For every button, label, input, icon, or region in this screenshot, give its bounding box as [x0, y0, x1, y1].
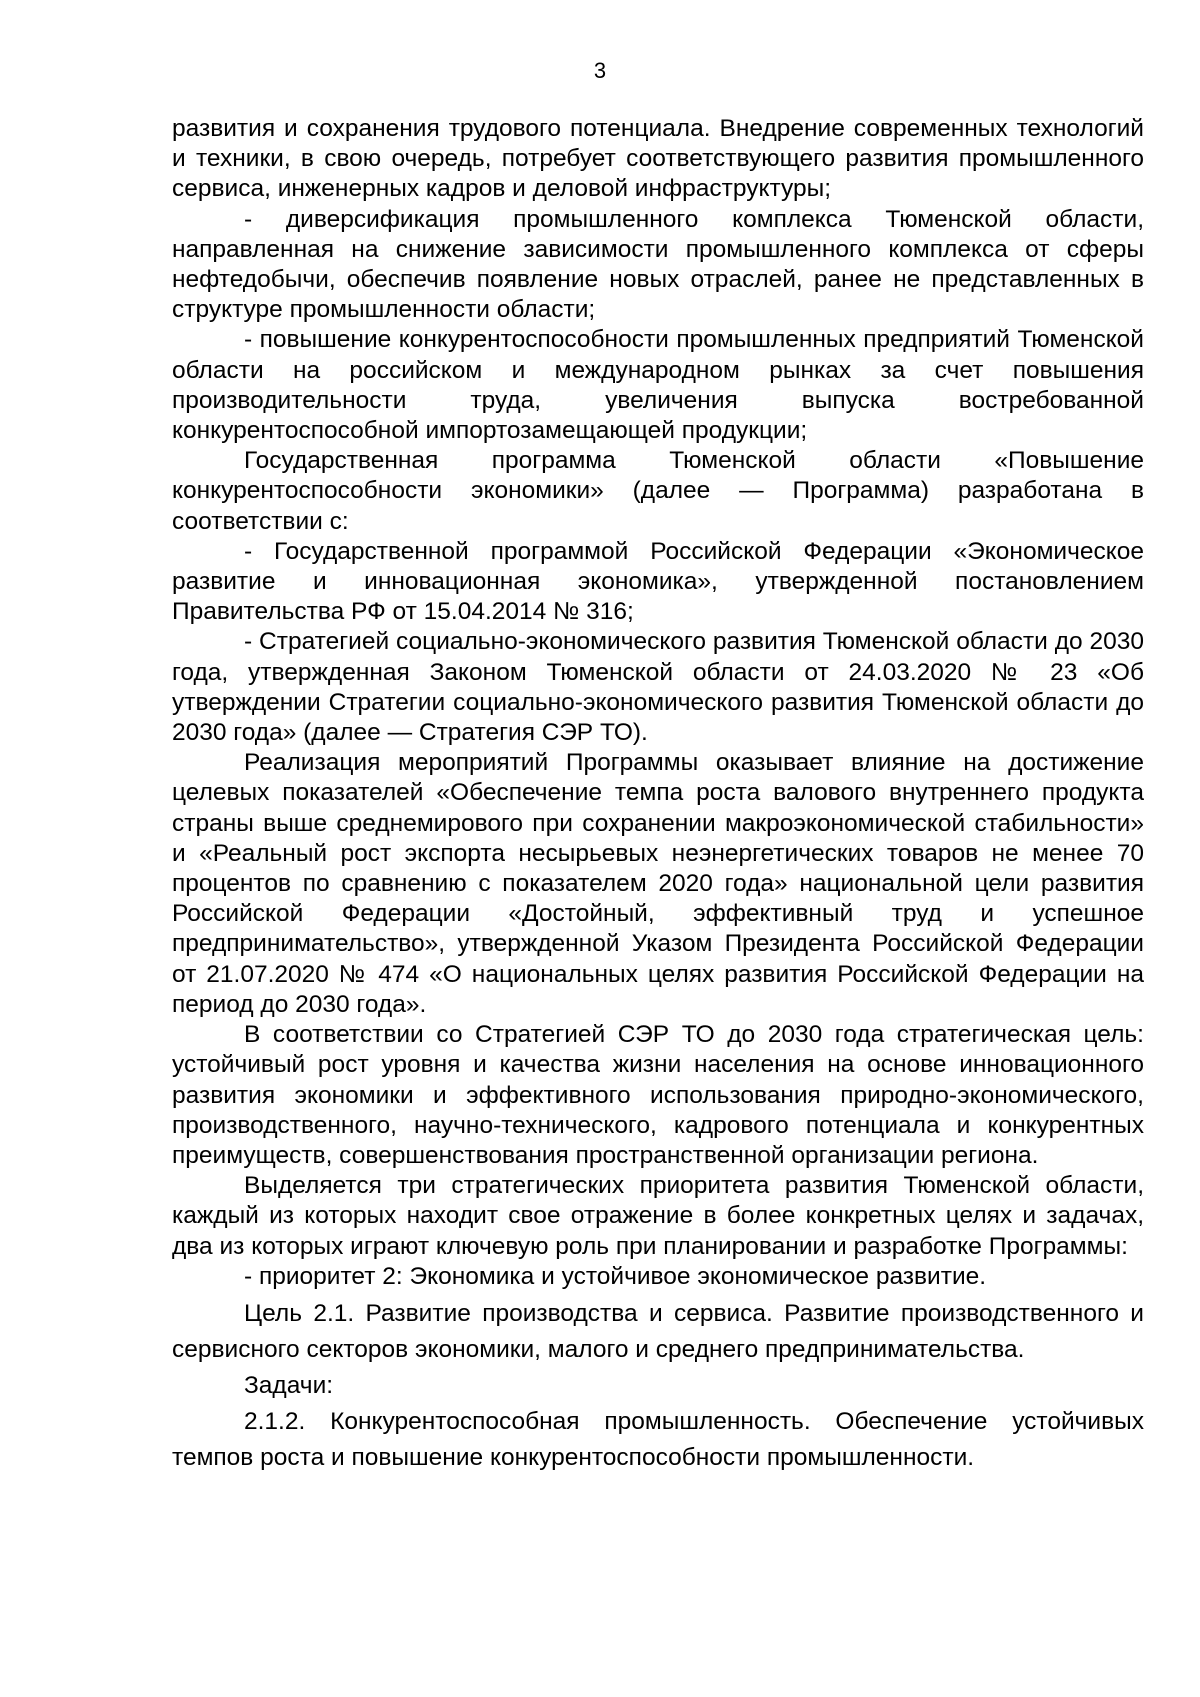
- paragraph-regional-strategy: - Стратегией социально-экономического развития Тюменской области до 2030 года, утвержденная Законом Тюменской области от 24.03.2020 № 23 «Об утверждении Стратегии социально-экономического развития Тюменской области до 2030 года» (далее — Стратегия СЭР ТО).: [172, 628, 1144, 747]
- paragraph-priority-2: - приоритет 2: Экономика и устойчивое экономическое развитие.: [244, 1262, 987, 1290]
- paragraph-strategic-goal: В соответствии со Стратегией СЭР ТО до 2030 года стратегическая цель: устойчивый рост уровня и качества жизни населения на основе инновационного развития экономики и эффективного использования природно-экономического, производственного, научно-технического, кадрового потенциала и конкурентных преимуществ, совершенствования пространственной организации региона.: [172, 1021, 1144, 1169]
- paragraph-tasks-heading: Задачи:: [244, 1371, 334, 1399]
- paragraph-goal-2-1: Цель 2.1. Развитие производства и сервиса. Развитие производственного и сервисного секторов экономики, малого и среднего предпринимательства.: [172, 1299, 1144, 1363]
- page-number: 3: [593, 58, 607, 83]
- paragraph-continuation: развития и сохранения трудового потенциала. Внедрение современных технологий и техники, в свою очередь, потребует соответствующего развития промышленного сервиса, инженерных кадров и деловой инфраструктуры;: [172, 115, 1144, 203]
- paragraph-program-basis: Государственная программа Тюменской области «Повышение конкурентоспособности экономики» (далее — Программа) разработана в соответствии с:: [172, 447, 1144, 535]
- paragraph-task-2-1-2: 2.1.2. Конкурентоспособная промышленность. Обеспечение устойчивых темпов роста и повышение конкурентоспособности промышленности.: [172, 1407, 1144, 1471]
- paragraph-diversification: - диверсификация промышленного комплекса Тюменской области, направленная на снижение зависимости промышленного комплекса от сферы нефтедобычи, обеспечив появление новых отраслей, ранее не представленных в структуре промышленности области;: [172, 205, 1144, 324]
- paragraph-competitiveness: - повышение конкурентоспособности промышленных предприятий Тюменской области на российском и международном рынках за счет повышения производительности труда, увеличения выпуска востребованной конкурентоспособной импортозамещающей продукции;: [172, 326, 1144, 445]
- document-body: [172, 114, 1144, 1476]
- paragraph-priorities: Выделяется три стратегических приоритета развития Тюменской области, каждый из которых находит свое отражение в более конкретных целях и задачах, два из которых играют ключевую роль при планировании и разработке Программы:: [172, 1172, 1144, 1260]
- paragraph-federal-program: - Государственной программой Российской Федерации «Экономическое развитие и инновационная экономика», утвержденной постановлением Правительства РФ от 15.04.2014 № 316;: [172, 537, 1144, 626]
- paragraph-national-goals: Реализация мероприятий Программы оказывает влияние на достижение целевых показателей «Обеспечение темпа роста валового внутреннего продукта страны выше среднемирового при сохранении макроэкономической стабильности» и «Реальный рост экспорта несырьевых неэнергетических товаров не менее 70 процентов по сравнению с показателем 2020 года» национальной цели развития Российской Федерации «Достойный, эффективный труд и успешное предпринимательство», утвержденной Указом Президента Российской Федерации от 21.07.2020 № 474 «О национальных целях развития Российской Федерации на период до 2030 года».: [172, 749, 1144, 1018]
